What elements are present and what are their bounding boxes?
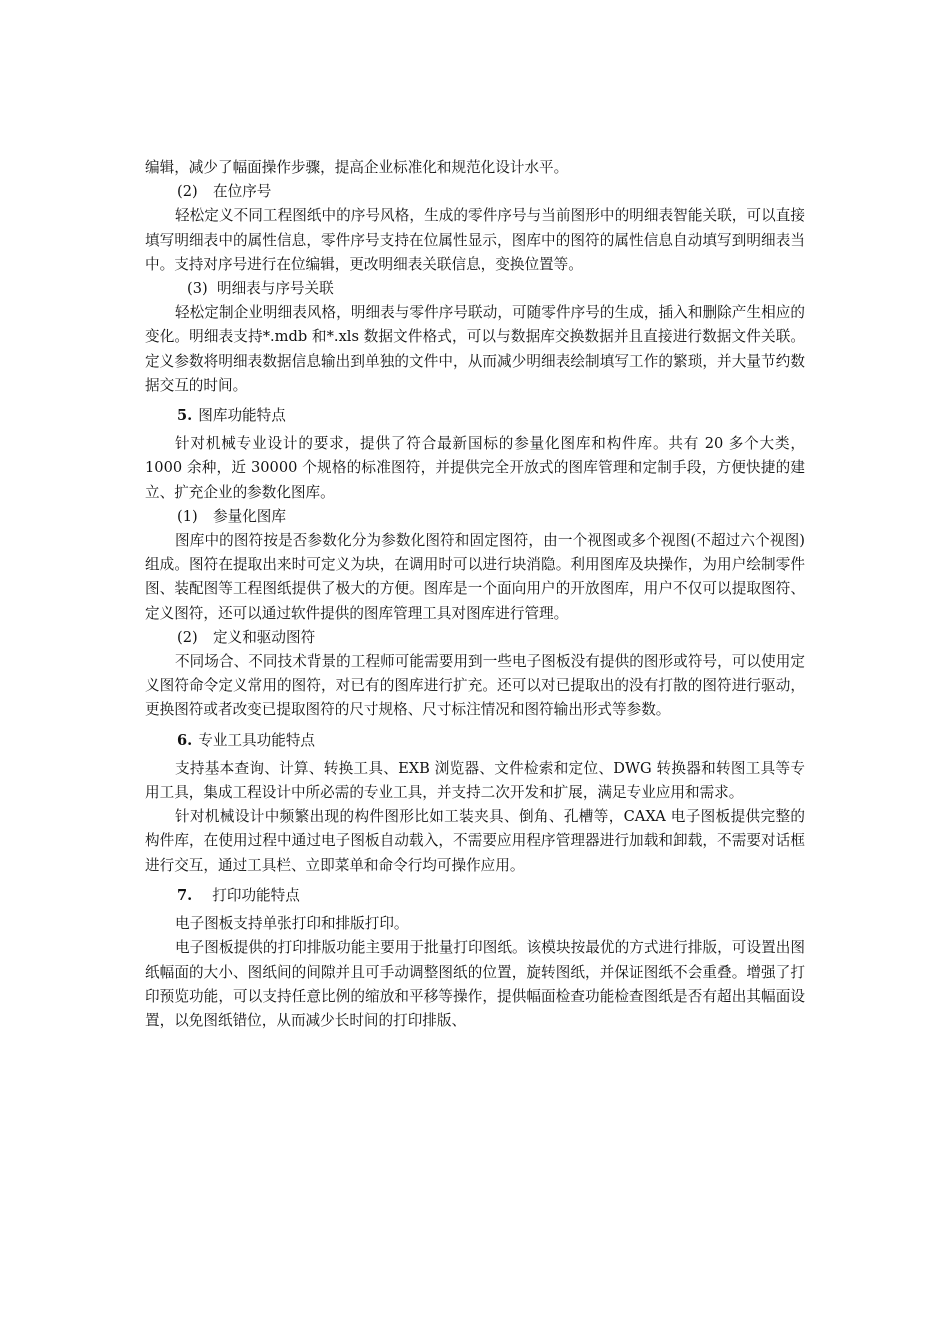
subsection-title: 参量化图库 — [213, 507, 286, 525]
section-title: 打印功能特点 — [212, 886, 300, 904]
document-page — [145, 156, 805, 1033]
section-5-heading — [145, 404, 805, 428]
section-number: 7. — [177, 886, 193, 904]
subsection-number: (3) — [187, 280, 208, 298]
paragraph: 不同场合、不同技术背景的工程师可能需要用到一些电子图板没有提供的图形或符号，可以使用定义图符命令定义常用的图符，对已有的图库进行扩充。还可以对已提取出的没有打散的图符进行驱动，更换图符或者改变已提取图符的尺寸规格、尺寸标注情况和图符输出形式等参数。 — [145, 653, 805, 719]
paragraph: 电子图板提供的打印排版功能主要用于批量打印图纸。该模块按最优的方式进行排版，可设置出图纸幅面的大小、图纸间的间隙并且可手动调整图纸的位置，旋转图纸，并保证图纸不会重叠。增强了打印预览功能，可以支持任意比例的缩放和平移等操作，提供幅面检查功能检查图纸是否有超出其幅面设置，以免图纸错位，从而减少长时间的打印排版、 — [145, 939, 805, 1029]
subsection-1-parametric-library — [145, 505, 805, 529]
paragraph: 轻松定制企业明细表风格，明细表与零件序号联动，可随零件序号的生成，插入和删除产生相应的变化。明细表支持*.mdb 和*.xls 数据文件格式，可以与数据库交换数据并且直接进行数据文件关联。定义参数将明细表数据信息输出到单独的文件中，从而减少明细表绘制填写工作的繁琐，并大量节约数据交互的时间。 — [145, 304, 805, 394]
subsection-number: (2) — [177, 183, 198, 201]
section-number: 6. — [177, 731, 193, 749]
paragraph: 电子图板支持单张打印和排版打印。 — [175, 915, 409, 933]
section-7-heading — [145, 884, 805, 908]
section-number: 5. — [177, 407, 193, 425]
subsection-2-in-place-numbering — [145, 180, 805, 204]
subsection-number: (2) — [177, 628, 198, 646]
subsection-title: 在位序号 — [213, 183, 272, 201]
paragraph: 支持基本查询、计算、转换工具、EXB 浏览器、文件检索和定位、DWG 转换器和转图工具等专用工具，集成工程设计中所必需的专业工具，并支持二次开发和扩展，满足专业应用和需求。 — [145, 759, 805, 802]
subsection-3-bom-association — [145, 277, 805, 301]
section-title: 专业工具功能特点 — [198, 731, 316, 749]
subsection-title: 定义和驱动图符 — [213, 628, 316, 646]
paragraph: 针对机械专业设计的要求，提供了符合最新国标的参量化图库和构件库。共有 20 多个大类，1000 余种，近 30000 个规格的标准图符，并提供完全开放式的图库管理和定制手段，方便快捷的建立、扩充企业的参数化图库。 — [145, 435, 805, 501]
section-title: 图库功能特点 — [198, 407, 286, 425]
subsection-number: (1) — [177, 507, 198, 525]
section-6-heading — [145, 729, 805, 753]
paragraph: 针对机械设计中频繁出现的构件图形比如工装夹具、倒角、孔槽等，CAXA 电子图板提供完整的构件库，在使用过程中通过电子图板自动载入，不需要应用程序管理器进行加载和卸载，不需要对话框进行交互，通过工具栏、立即菜单和命令行均可操作应用。 — [145, 808, 805, 874]
paragraph-continuation: 编辑，减少了幅面操作步骤，提高企业标准化和规范化设计水平。 — [145, 159, 569, 176]
paragraph: 轻松定义不同工程图纸中的序号风格，生成的零件序号与当前图形中的明细表智能关联，可以直接填写明细表中的属性信息，零件序号支持在位属性显示，图库中的图符的属性信息自动填写到明细表当中。支持对序号进行在位编辑，更改明细表关联信息，变换位置等。 — [145, 207, 805, 273]
paragraph: 图库中的图符按是否参数化分为参数化图符和固定图符，由一个视图或多个视图(不超过六个视图)组成。图符在提取出来时可定义为块，在调用时可以进行块消隐。利用图库及块操作，为用户绘制零件图、装配图等工程图纸提供了极大的方便。图库是一个面向用户的开放图库，用户不仅可以提取图符、定义图符，还可以通过软件提供的图库管理工具对图库进行管理。 — [145, 532, 805, 622]
subsection-title: 明细表与序号关联 — [216, 280, 334, 298]
subsection-2-define-drive-symbols — [145, 626, 805, 650]
